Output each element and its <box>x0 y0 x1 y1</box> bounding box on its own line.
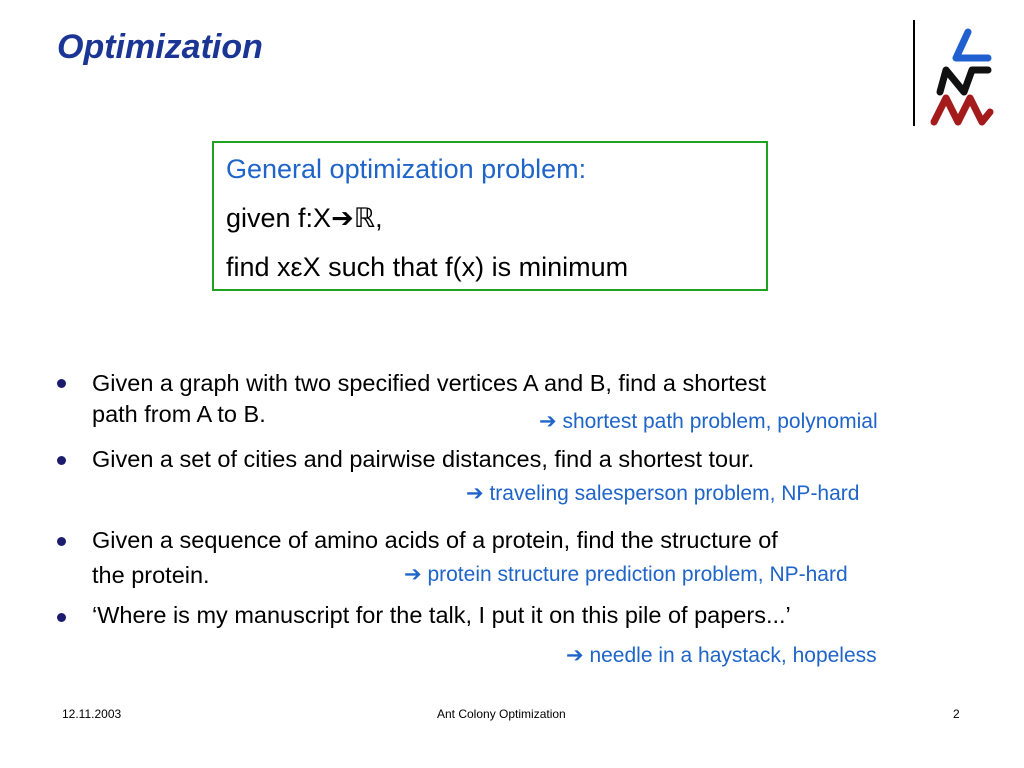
bullet-2-line-1: Given a set of cities and pairwise distances, find a shortest tour. <box>92 446 755 472</box>
bullet-3-line-1: Given a sequence of amino acids of a protein, find the structure of <box>92 527 778 553</box>
bullet-4-line-1: ‘Where is my manuscript for the talk, I put it on this pile of papers...’ <box>92 602 791 628</box>
institution-logo-icon <box>928 28 998 128</box>
given-text: given f:X <box>226 203 332 233</box>
arrow-icon: ➔ <box>466 482 484 505</box>
header-divider <box>913 20 915 126</box>
reals-symbol: ℝ <box>353 203 376 233</box>
box-given-line <box>226 203 383 234</box>
arrow-icon: ➔ <box>331 203 354 233</box>
bullet-3-line-2: the protein. <box>92 562 210 588</box>
box-find-line: find xεX such that f(x) is minimum <box>226 252 629 282</box>
arrow-icon: ➔ <box>539 410 557 433</box>
problem-definition-box <box>212 141 768 291</box>
bullet-dot-icon <box>57 456 66 465</box>
note-text: shortest path problem, polynomial <box>562 410 878 433</box>
bullet-4-note <box>566 643 877 668</box>
bullet-2-note <box>466 481 859 506</box>
note-text: protein structure prediction problem, NP-hard <box>427 563 848 586</box>
logo-red-stroke <box>934 98 990 122</box>
bullet-dot-icon <box>57 537 66 546</box>
logo-black-stroke <box>940 70 988 92</box>
bullet-1-line-1: Given a graph with two specified vertices A and B, find a shortest <box>92 370 767 396</box>
given-suffix: , <box>375 203 383 233</box>
note-text: traveling salesperson problem, NP-hard <box>489 482 860 505</box>
footer-title: Ant Colony Optimization <box>437 707 566 721</box>
arrow-icon: ➔ <box>566 644 584 667</box>
logo-blue-stroke <box>956 32 988 58</box>
bullet-1-note <box>539 409 878 434</box>
bullet-dot-icon <box>57 613 66 622</box>
bullet-1-line-2: path from A to B. <box>92 401 266 427</box>
note-text: needle in a haystack, hopeless <box>589 644 877 667</box>
arrow-icon: ➔ <box>404 563 422 586</box>
bullet-dot-icon <box>57 379 66 388</box>
footer-date: 12.11.2003 <box>62 707 122 721</box>
footer-page-number: 2 <box>953 707 960 721</box>
bullet-3-note <box>404 562 848 587</box>
slide-title: Optimization <box>57 28 263 66</box>
box-heading: General optimization problem: <box>226 154 587 184</box>
